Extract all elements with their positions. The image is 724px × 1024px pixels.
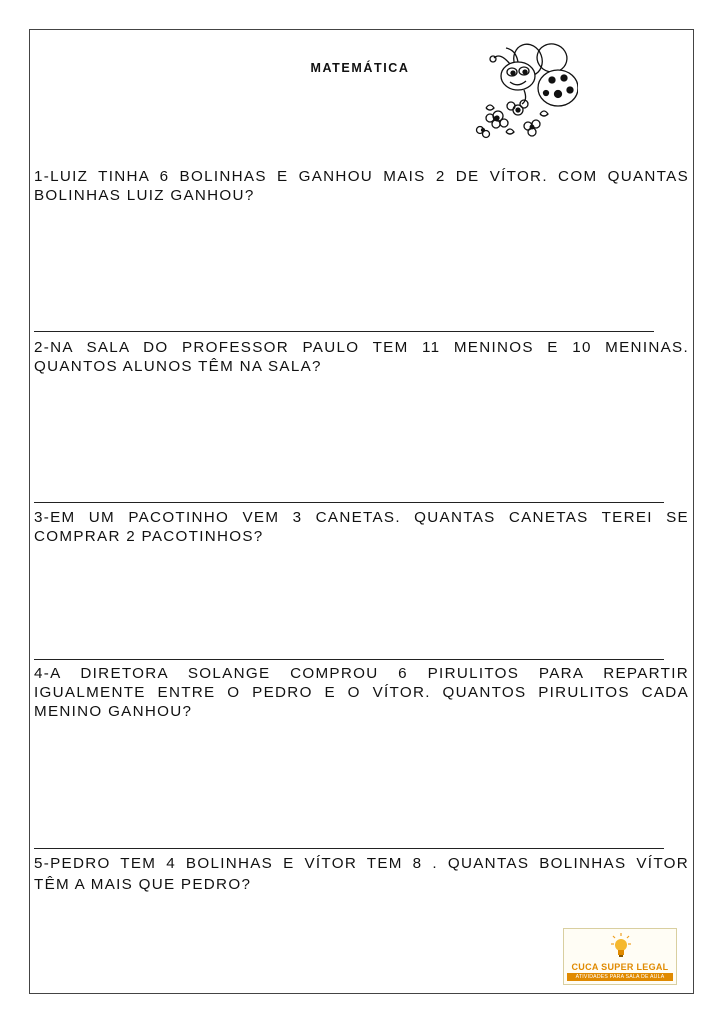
question-4-line-1: 4-A DIRETORA SOLANGE COMPROU 6 PIRULITOS PARA REPARTIR xyxy=(34,665,689,682)
question-1-line-2: BOLINHAS LUIZ GANHOU? xyxy=(34,187,255,204)
question-2-line-1: 2-NA SALA DO PROFESSOR PAULO TEM 11 MENINOS E 10 MENINAS. xyxy=(34,339,689,356)
answer-line-2 xyxy=(34,502,664,503)
ladybug-with-flowers-icon xyxy=(466,38,578,140)
light-bulb-icon xyxy=(611,933,631,959)
logo-tagline: ATIVIDADES PARA SALA DE AULA xyxy=(567,973,673,981)
answer-line-1 xyxy=(34,331,654,332)
question-3-line-1: 3-EM UM PACOTINHO VEM 3 CANETAS. QUANTAS CANETAS TEREI SE xyxy=(34,509,689,526)
question-2-line-2: QUANTOS ALUNOS TÊM NA SALA? xyxy=(34,358,322,375)
answer-line-3 xyxy=(34,659,664,660)
cuca-super-legal-logo xyxy=(563,928,677,985)
question-4-line-3: MENINO GANHOU? xyxy=(34,703,193,720)
question-2 xyxy=(34,338,689,376)
question-1 xyxy=(34,167,689,205)
logo-name: CUCA SUPER LEGAL xyxy=(571,962,669,972)
question-4 xyxy=(34,664,689,721)
question-5-line-1: 5-PEDRO TEM 4 BOLINHAS E VÍTOR TEM 8 . QUANTAS BOLINHAS VÍTOR xyxy=(34,855,689,872)
question-4-line-2: IGUALMENTE ENTRE O PEDRO E O VÍTOR. QUANTOS PIRULITOS CADA xyxy=(34,684,689,701)
answer-line-4 xyxy=(34,848,664,849)
page-title: MATEMÁTICA xyxy=(310,61,410,75)
question-3-line-2: COMPRAR 2 PACOTINHOS? xyxy=(34,528,264,545)
question-5-line-2: TÊM A MAIS QUE PEDRO? xyxy=(34,876,252,893)
question-1-line-1: 1-LUIZ TINHA 6 BOLINHAS E GANHOU MAIS 2 DE VÍTOR. COM QUANTAS xyxy=(34,168,689,185)
question-3 xyxy=(34,508,689,546)
question-5 xyxy=(34,853,689,895)
